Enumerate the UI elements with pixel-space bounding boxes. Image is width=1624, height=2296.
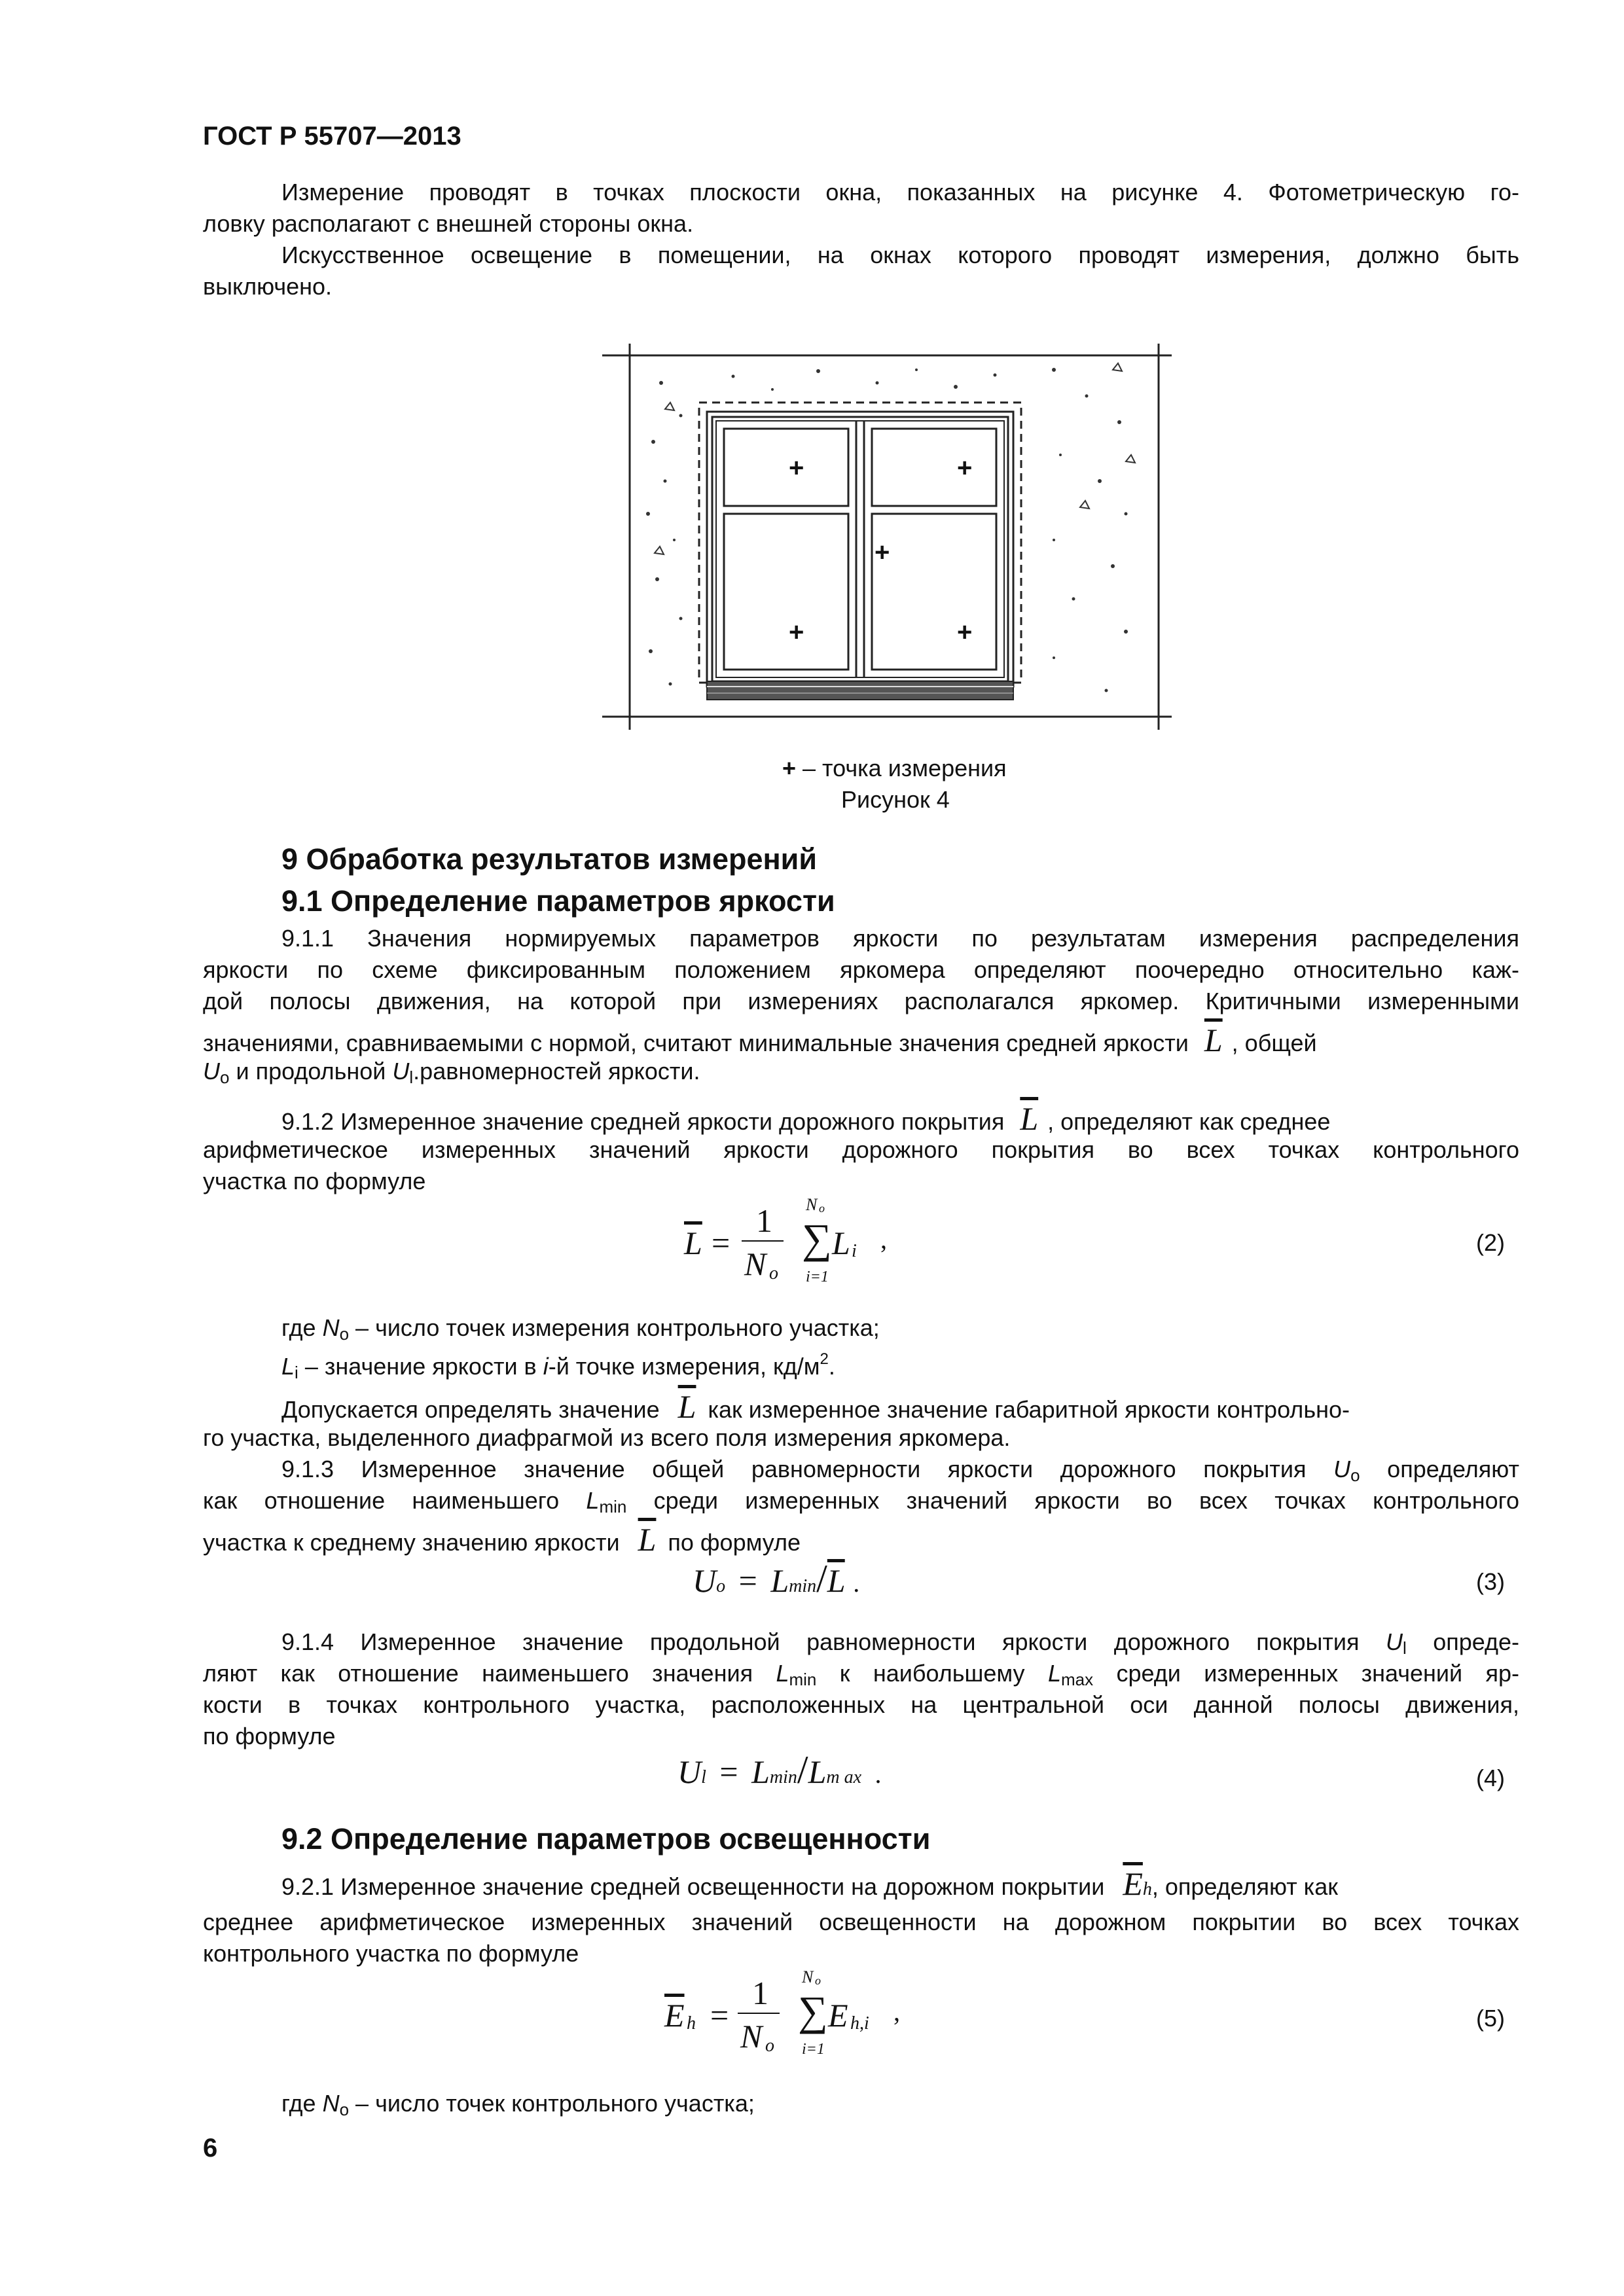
where-line1: где $N_o$ – число точек измерения контрольного участка;	[281, 1314, 880, 1344]
equation-5: $\overline{E}$ h = 1 N o N o ∑ i=1 E h,i ,	[664, 1967, 900, 2058]
equation-2: $\overline{L}$ = 1 N o N o ∑ i=1 L i ,	[684, 1195, 887, 1285]
equation-3: Uo = Lmin/$\overline{L}$ .	[693, 1557, 860, 1600]
p921-line2: среднее арифметическое измеренных значений освещенности на дорожном покрытии во всех точках	[203, 1909, 1519, 1935]
p914-line2: ляют как отношение наименьшего значения $L_{min}$ к наибольшему $L_{max}$ среди измеренных значений яр-	[203, 1660, 1519, 1689]
equation-4: Ul = Lmin/Lm ax .	[677, 1748, 882, 1791]
p914-line4: по формуле	[203, 1723, 336, 1749]
p921-where: где $N_o$ – число точек контрольного участка;	[281, 2090, 755, 2119]
p-allowed-line1: Допускается определять значение $\overline{L}$ как измеренное значение габаритной яркости контрольно-	[281, 1388, 1350, 1425]
equation-2-number: (2)	[1476, 1229, 1505, 1256]
header-title: ГОСТ Р 55707—2013	[203, 122, 461, 151]
equation-4-number: (4)	[1476, 1765, 1505, 1791]
p911-line5: $U_o$ и продольной $U_l.равномерностей$ яркости.	[203, 1058, 700, 1087]
p912-line2: арифметическое измеренных значений яркости дорожного покрытия во всех точках контрольного	[203, 1136, 1519, 1163]
equation-3-number: (3)	[1476, 1568, 1505, 1595]
p911-line3: дой полосы движения, на которой при измерениях располагался яркомер. Критичными измеренными	[203, 988, 1519, 1014]
p913-line2: как отношение наименьшего $L_{min}$ среди измеренных значений яркости во всех точках контрольного	[203, 1487, 1519, 1516]
p911-line4: значениями, сравниваемыми с нормой, считают минимальные значения средней яркости $\overline{L}$ , общей	[203, 1022, 1317, 1058]
p913-line1: 9.1.3 Измеренное значение общей равномерности яркости дорожного покрытия $U_o$ определяют	[281, 1456, 1519, 1485]
p-allowed-line2: го участка, выделенного диафрагмой из всего поля измерения яркомера.	[203, 1424, 1011, 1451]
p914-line1: 9.1.4 Измеренное значение продольной равномерности яркости дорожного покрытия $U_l$ опреде-	[281, 1628, 1519, 1658]
p911-line2: яркости по схеме фиксированным положением яркомера определяют поочередно относительно каж-	[203, 956, 1519, 983]
p911-line1: 9.1.1 Значения нормируемых параметров яркости по результатам измерения распределения	[281, 925, 1519, 952]
intro-p1-line1: Измерение проводят в точках плоскости окна, показанных на рисунке 4. Фотометрическую го-	[281, 179, 1519, 206]
measurement-point-2: +	[957, 454, 973, 482]
equation-5-number: (5)	[1476, 2005, 1505, 2032]
document-header	[203, 122, 461, 151]
measurement-point-5: +	[957, 618, 973, 647]
intro-p2-line1: Искусственное освещение в помещении, на окнах которого проводят измерения, должно быть	[281, 242, 1519, 268]
window-figure	[602, 344, 1172, 730]
figure-legend	[782, 753, 1007, 784]
p912-line3: участка по формуле	[203, 1168, 426, 1194]
intro-p1-line2: ловку располагают с внешней стороны окна.	[203, 210, 694, 237]
p921-line3: контрольного участка по формуле	[203, 1940, 579, 1967]
measurement-point-4: +	[789, 618, 804, 647]
math-L-bar: $\overline{L}$	[1020, 1100, 1039, 1137]
p912-line1: 9.1.2 Измеренное значение средней яркости дорожного покрытия $\overline{L}$ , определяют как среднее	[281, 1100, 1331, 1137]
section-9-1-heading: 9.1 Определение параметров яркости	[281, 884, 835, 918]
legend-text: – точка измерения	[796, 755, 1007, 781]
math-L-bar: $\overline{L}$	[638, 1521, 657, 1558]
page-number: 6	[203, 2134, 218, 2162]
p913-line3: участка к среднему значению яркости $\overline{L}$ по формуле	[203, 1521, 801, 1558]
measurement-point-3: +	[875, 538, 890, 567]
intro-p2-line2: выключено.	[203, 273, 333, 300]
measurement-point-1: +	[789, 454, 804, 482]
math-E-bar: $\overline{E}$	[1123, 1865, 1143, 1902]
figure-caption: Рисунок 4	[841, 786, 950, 813]
math-L-bar: $\overline{L}$	[1204, 1022, 1223, 1058]
p914-line3: кости в точках контрольного участка, расположенных на центральной оси данной полосы движения,	[203, 1691, 1519, 1718]
section-9-2-heading: 9.2 Определение параметров освещенности	[281, 1822, 931, 1856]
where-line2: $L_i$ – значение яркости в i-й точке измерения, $кд/м^2$.	[281, 1350, 835, 1382]
section-9-heading: 9 Обработка результатов измерений	[281, 842, 817, 876]
math-L-bar: $\overline{L}$	[677, 1388, 696, 1425]
legend-plus: +	[782, 755, 797, 781]
p921-line1: 9.2.1 Измеренное значение средней освещенности на дорожном покрытии $\overline{E}h$, определяют как	[281, 1865, 1338, 1902]
